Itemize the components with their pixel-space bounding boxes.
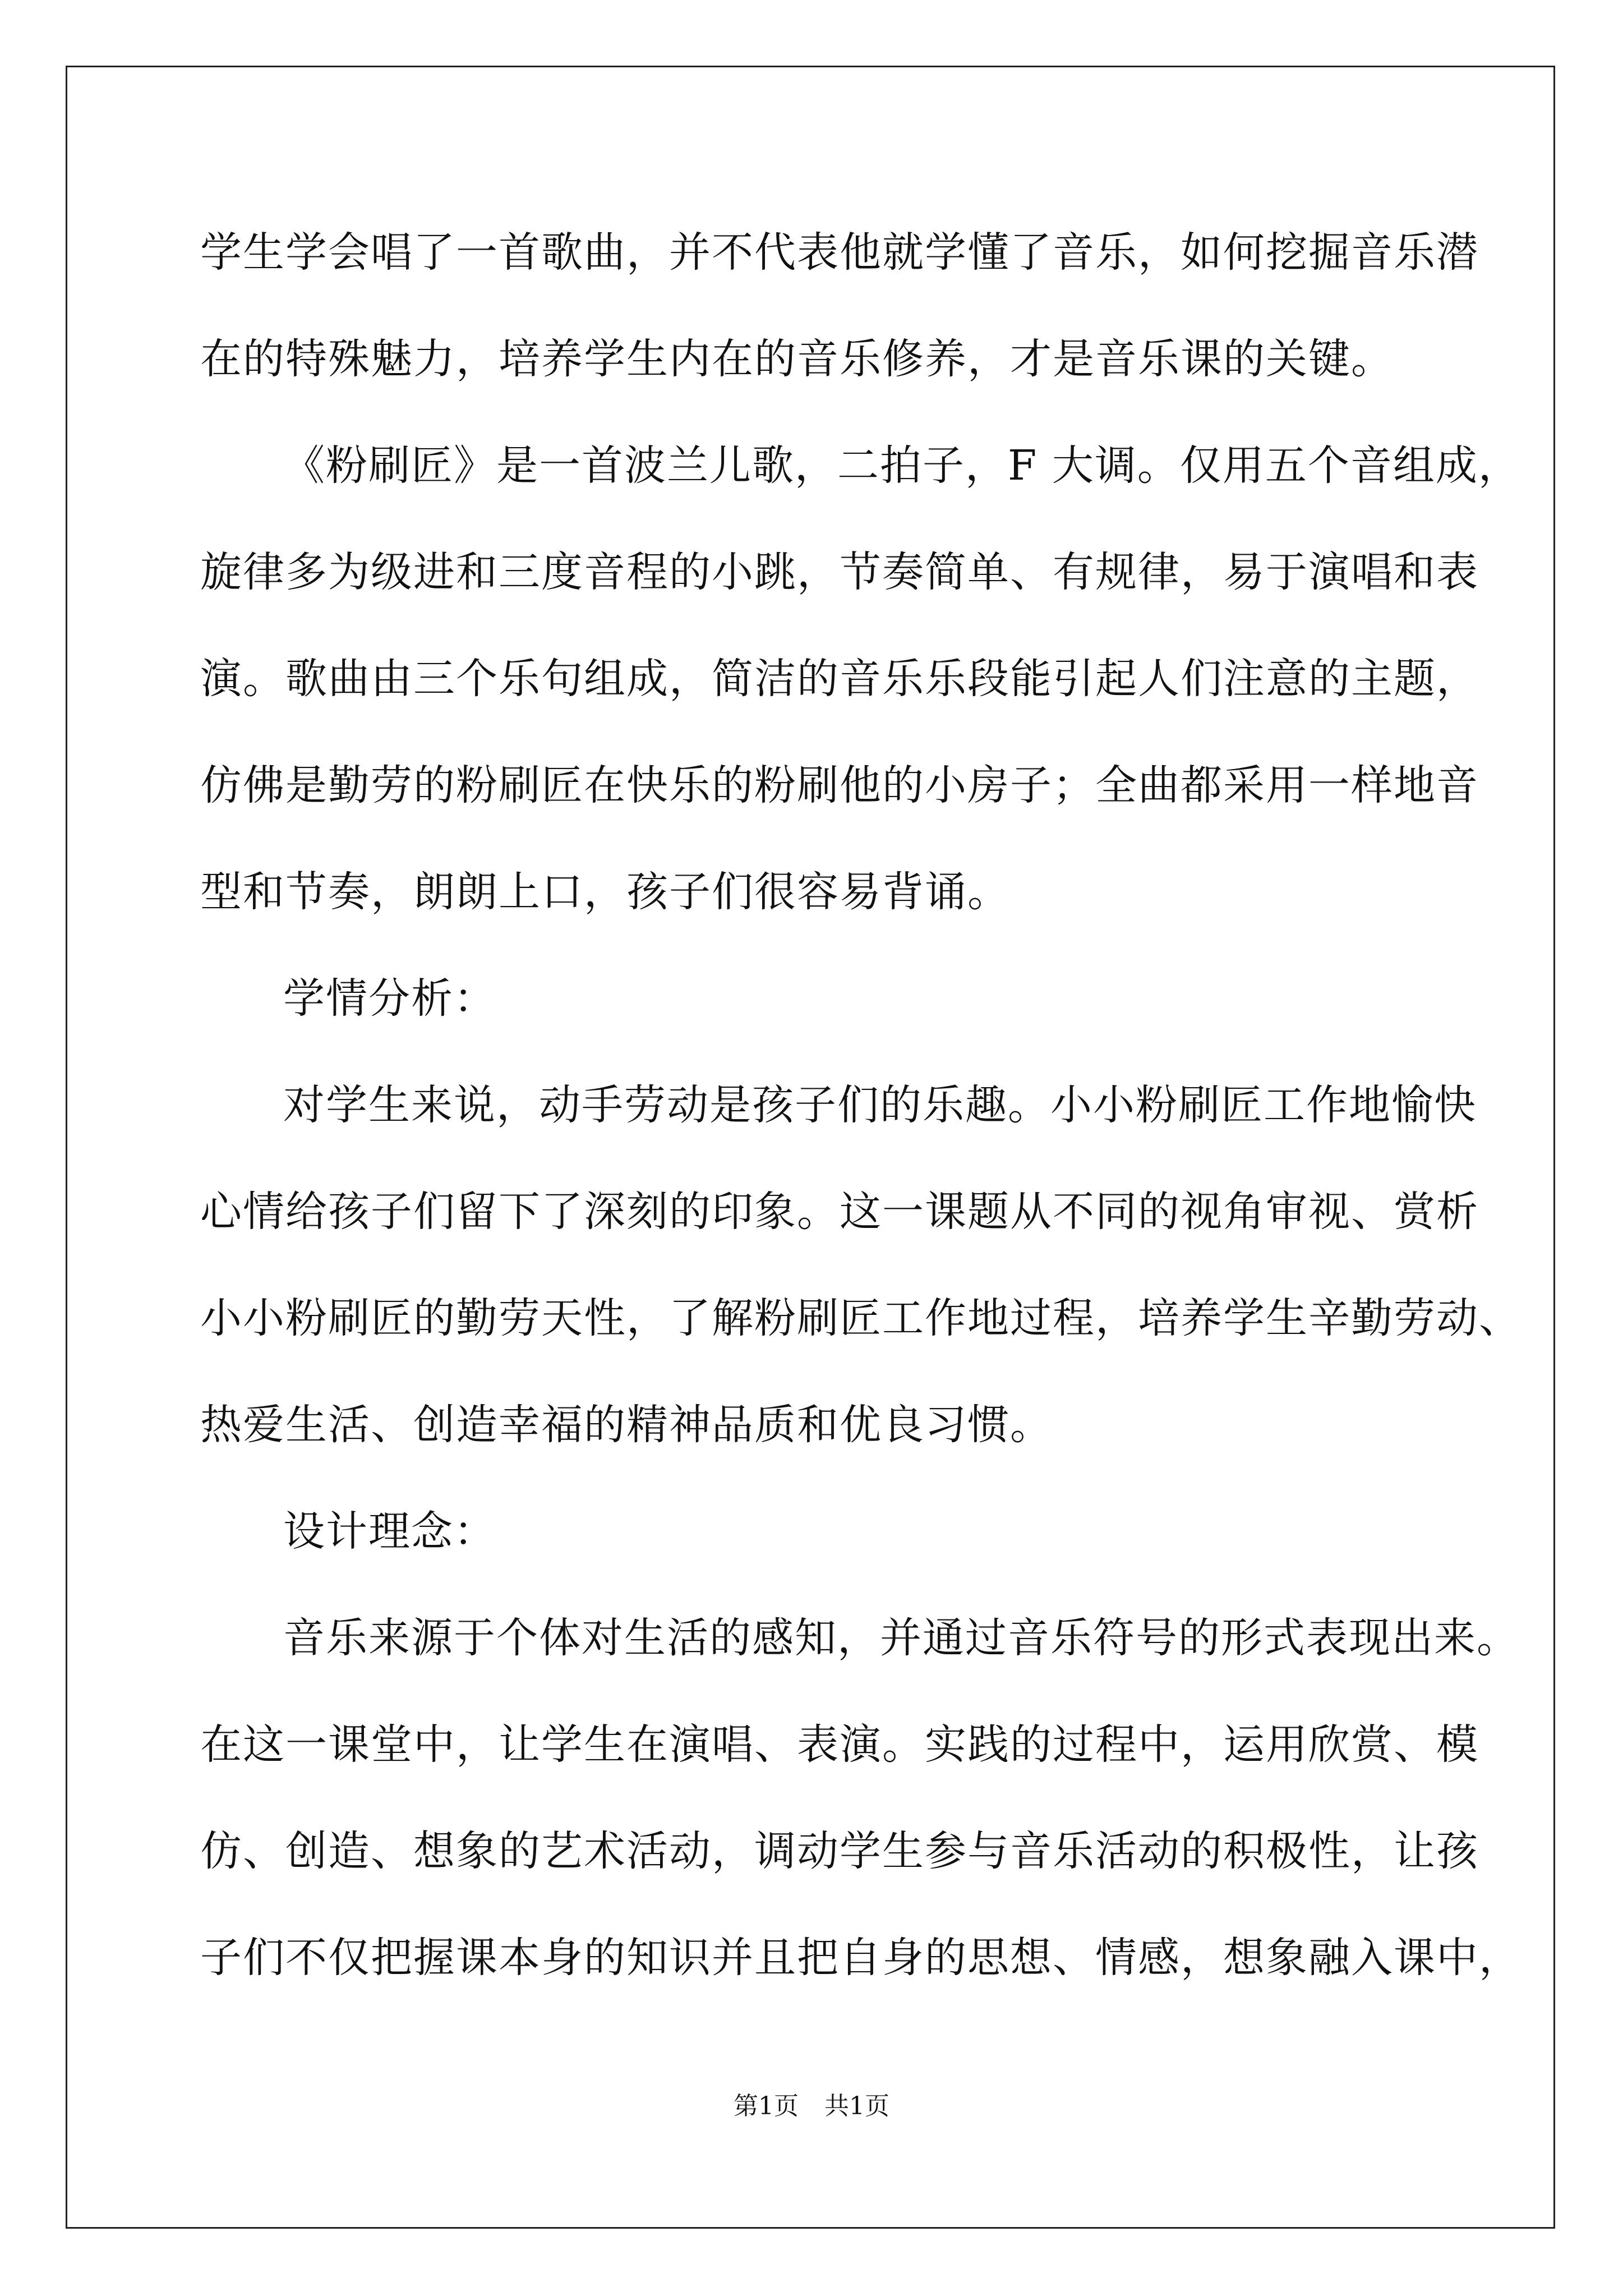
text-line: 学生学会唱了一首歌曲，并不代表他就学懂了音乐，如何挖掘音乐潜 xyxy=(200,228,1479,277)
page-footer xyxy=(0,2086,1623,2122)
text-line: 小小粉刷匠的勤劳天性，了解粉刷匠工作地过程，培养学生辛勤劳动、 xyxy=(200,1294,1521,1342)
section-heading-design-concept: 设计理念： xyxy=(283,1507,496,1556)
text-line: 《粉刷匠》是一首波兰儿歌，二拍子，F 大调。仅用五个音组成， xyxy=(283,441,1521,490)
text-line: 心情给孩子们留下了深刻的印象。这一课题从不同的视角审视、赏析 xyxy=(200,1188,1479,1236)
page-total: 共1页 xyxy=(824,2092,889,2120)
text-line: 音乐来源于个体对生活的感知，并通过音乐符号的形式表现出来。 xyxy=(283,1614,1519,1662)
section-heading-learning-analysis: 学情分析： xyxy=(283,974,496,1023)
text-line: 仿佛是勤劳的粉刷匠在快乐的粉刷他的小房子；全曲都采用一样地音 xyxy=(200,761,1479,809)
page-number: 第1页 xyxy=(734,2092,799,2120)
text-line: 型和节奏，朗朗上口，孩子们很容易背诵。 xyxy=(200,868,1010,916)
text-line: 子们不仅把握课本身的知识并且把自身的思想、情感，想象融入课中， xyxy=(200,1934,1521,1982)
text-line: 旋律多为级进和三度音程的小跳，节奏简单、有规律，易于演唱和表 xyxy=(200,548,1479,596)
text-line: 在这一课堂中，让学生在演唱、表演。实践的过程中，运用欣赏、模 xyxy=(200,1720,1479,1769)
text-line: 热爱生活、创造幸福的精神品质和优良习惯。 xyxy=(200,1401,1053,1449)
text-line: 演。歌曲由三个乐句组成，简洁的音乐乐段能引起人们注意的主题， xyxy=(200,655,1479,703)
text-line: 在的特殊魅力，培养学生内在的音乐修养，才是音乐课的关键。 xyxy=(200,335,1394,383)
text-line: 对学生来说，动手劳动是孩子们的乐趣。小小粉刷匠工作地愉快 xyxy=(283,1081,1477,1129)
text-line: 仿、创造、想象的艺术活动，调动学生参与音乐活动的积极性，让孩 xyxy=(200,1827,1479,1875)
document-body xyxy=(200,222,1521,2033)
